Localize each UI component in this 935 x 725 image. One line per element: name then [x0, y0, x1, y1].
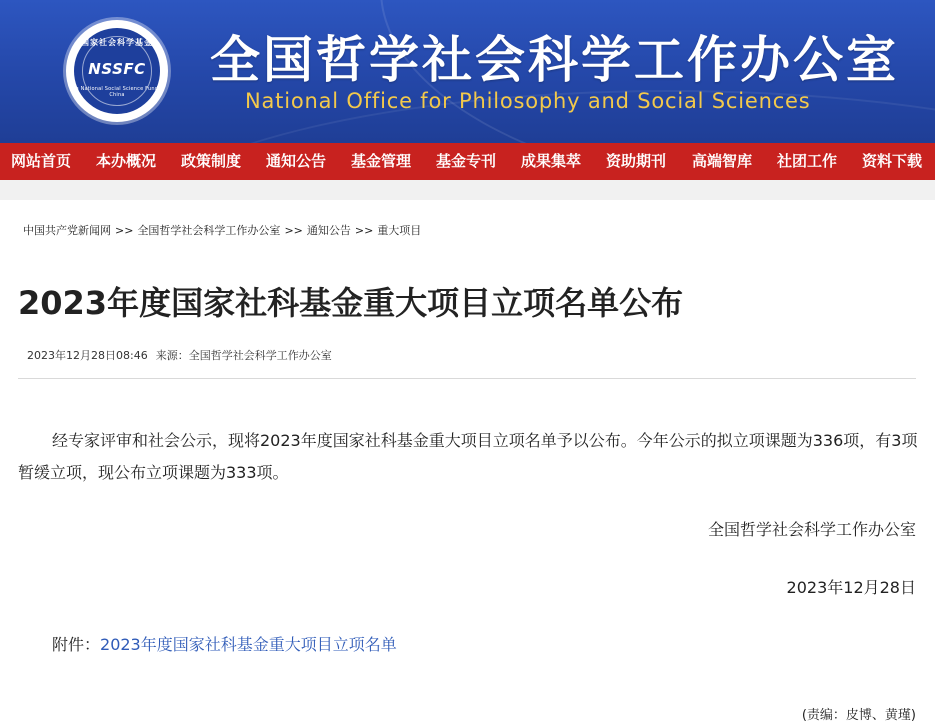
nssfc-logo[interactable] [66, 20, 168, 122]
logo-bottom-text: The National Social Science Fund of China [68, 86, 166, 98]
nav-item-fund-management[interactable]: 基金管理 [351, 152, 412, 170]
breadcrumb-item-major-projects[interactable]: 重大项目 [377, 224, 422, 237]
signature-date: 2023年12月28日 [786, 578, 916, 597]
nav-item-associations[interactable]: 社团工作 [777, 152, 838, 170]
article-title: 2023年度国家社科基金重大项目立项名单公布 [18, 284, 684, 322]
editor-credit: (责编：皮博、黄瑾) [801, 708, 916, 723]
breadcrumb-separator: >> [284, 224, 303, 237]
breadcrumb-separator: >> [115, 224, 134, 237]
breadcrumb-item-people-cpc[interactable]: 中国共产党新闻网 [23, 224, 111, 237]
nav-shadow-strip [0, 180, 935, 200]
breadcrumb [23, 222, 421, 238]
attachment [52, 632, 397, 655]
article-meta [27, 347, 332, 363]
breadcrumb-item-office[interactable]: 全国哲学社会科学工作办公室 [137, 224, 281, 237]
nav-item-about[interactable]: 本办概况 [96, 152, 157, 170]
breadcrumb-item-notices[interactable]: 通知公告 [306, 224, 351, 237]
nav-item-downloads[interactable]: 资料下载 [862, 152, 923, 170]
site-title-cn[interactable]: 全国哲学社会科学工作办公室 [210, 30, 899, 89]
nav-item-journals[interactable]: 资助期刊 [606, 152, 667, 170]
main-nav [0, 143, 935, 180]
logo-abbr: NSSFC [88, 60, 146, 78]
nav-item-notices[interactable]: 通知公告 [266, 152, 327, 170]
divider [18, 378, 916, 379]
site-header [0, 0, 935, 143]
nav-item-think-tanks[interactable]: 高端智库 [692, 152, 753, 170]
breadcrumb-separator: >> [354, 224, 374, 237]
attachment-label: 附件： [52, 635, 101, 654]
nav-item-achievements[interactable]: 成果集萃 [521, 152, 582, 170]
site-title-en: National Office for Philosophy and Social Sciences [245, 89, 811, 113]
nav-item-fund-column[interactable]: 基金专刊 [436, 152, 497, 170]
article-source-link[interactable]: 全国哲学社会科学工作办公室 [188, 349, 332, 362]
signature-org: 全国哲学社会科学工作办公室 [707, 520, 916, 539]
article-datetime: 2023年12月28日08:46 [27, 349, 148, 362]
article-body: 经专家评审和社会公示，现将2023年度国家社科基金重大项目立项名单予以公布。今年公示的拟立项课题为336项，有3项暂缓立项，现公布立项课题为333项。 [18, 431, 918, 482]
nav-item-policy[interactable]: 政策制度 [181, 152, 242, 170]
nav-item-home[interactable]: 网站首页 [11, 152, 72, 170]
attachment-link[interactable]: 2023年度国家社科基金重大项目立项名单 [100, 635, 397, 654]
logo-top-text: 国家社会科学基金 [81, 38, 153, 47]
source-label: 来源： [155, 349, 189, 362]
